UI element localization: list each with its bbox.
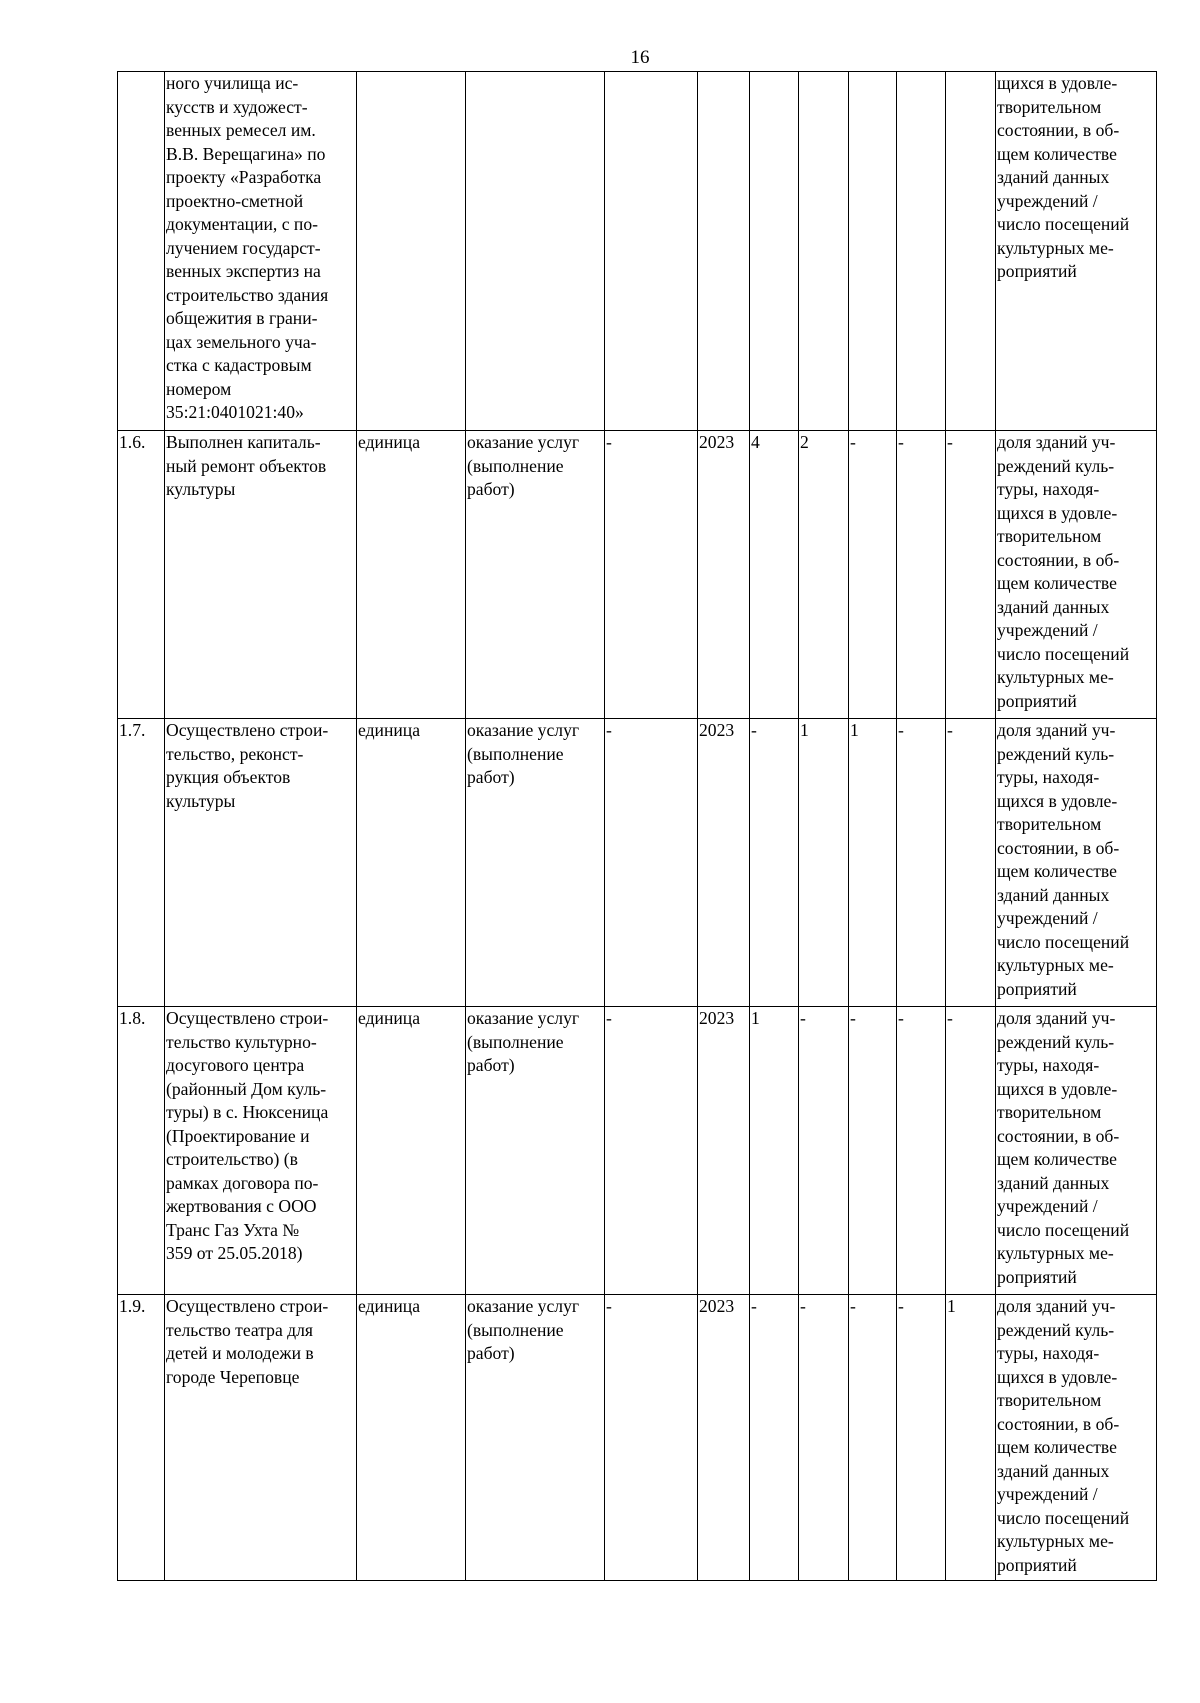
linked-indicator-cell <box>996 1295 1157 1581</box>
linked-indicator-cell <box>996 1007 1157 1295</box>
base-value: - <box>606 432 612 452</box>
unit-cell <box>357 1295 466 1581</box>
indicator-name: Осуществлено строи- тельство культурно- досугового центра (районный Дом куль- туры) в с. Нюксеница (Проектирование и строительство) (в рамках договора по- жертвования с ООО Транс Газ Ухта № 359 от 25.05.2018) <box>166 1008 329 1263</box>
base-year-cell <box>698 1007 750 1295</box>
value-2027: - <box>898 1296 904 1316</box>
base-value: - <box>606 1008 612 1028</box>
indicator-name-cell <box>165 72 357 431</box>
indicator-type-cell <box>466 72 605 431</box>
value-2027: - <box>898 720 904 740</box>
value-2024-cell <box>750 1295 799 1581</box>
value-2025: - <box>800 1296 806 1316</box>
value-2026-cell <box>849 1295 897 1581</box>
unit: единица <box>358 432 420 452</box>
value-2024: - <box>751 1296 757 1316</box>
value-2028: - <box>947 720 953 740</box>
row-number: 1.7. <box>119 720 146 740</box>
indicator-type-cell <box>466 719 605 1007</box>
value-2028-cell <box>946 431 996 719</box>
value-2028: - <box>947 1008 953 1028</box>
value-2025-cell <box>799 1295 849 1581</box>
base-value-cell <box>605 72 698 431</box>
row-number-cell <box>118 431 165 719</box>
indicator-type-cell <box>466 1295 605 1581</box>
linked-indicator: доля зданий уч- реждений куль- туры, находя- щихся в удовле- творительном состоянии, в об- щем количестве зданий данных учреждений / число посещений культурных ме- роприятий <box>997 720 1130 999</box>
linked-indicator: щихся в удовле- творительном состоянии, в об- щем количестве зданий данных учреждений / число посещений культурных ме- роприятий <box>997 73 1130 281</box>
value-2026-cell <box>849 1007 897 1295</box>
unit: единица <box>358 1296 420 1316</box>
base-year: 2023 <box>699 1008 735 1028</box>
value-2027: - <box>898 1008 904 1028</box>
row-number: 1.6. <box>119 432 146 452</box>
indicator-name-cell <box>165 719 357 1007</box>
base-year-cell <box>698 72 750 431</box>
value-2025: - <box>800 1008 806 1028</box>
indicator-type: оказание услуг (выполнение работ) <box>467 1296 580 1363</box>
value-2024: - <box>751 720 757 740</box>
unit: единица <box>358 720 420 740</box>
value-2024: 1 <box>751 1008 760 1028</box>
row-number-cell <box>118 72 165 431</box>
value-2025-cell <box>799 431 849 719</box>
value-2027-cell <box>897 431 946 719</box>
table-row <box>118 1295 1157 1581</box>
value-2026-cell <box>849 719 897 1007</box>
value-2028-cell <box>946 1295 996 1581</box>
value-2027-cell <box>897 1007 946 1295</box>
unit-cell <box>357 72 466 431</box>
value-2025-cell <box>799 72 849 431</box>
value-2024-cell <box>750 719 799 1007</box>
linked-indicator-cell <box>996 72 1157 431</box>
value-2028-cell <box>946 72 996 431</box>
page-number: 16 <box>630 47 650 68</box>
table-row <box>118 1007 1157 1295</box>
value-2026: - <box>850 1008 856 1028</box>
base-value-cell <box>605 1295 698 1581</box>
unit: единица <box>358 1008 420 1028</box>
row-number-cell <box>118 1007 165 1295</box>
value-2026: 1 <box>850 720 859 740</box>
indicator-name: Осуществлено строи- тельство, реконст- рукция объектов культуры <box>166 720 329 811</box>
indicator-type: оказание услуг (выполнение работ) <box>467 432 580 499</box>
base-value: - <box>606 1296 612 1316</box>
value-2025: 2 <box>800 432 809 452</box>
base-year-cell <box>698 1295 750 1581</box>
unit-cell <box>357 719 466 1007</box>
linked-indicator-cell <box>996 431 1157 719</box>
table-row <box>118 72 1157 431</box>
indicators-table <box>117 71 1157 1581</box>
indicator-name-cell <box>165 1007 357 1295</box>
base-year: 2023 <box>699 720 735 740</box>
row-number-cell <box>118 719 165 1007</box>
linked-indicator: доля зданий уч- реждений куль- туры, находя- щихся в удовле- творительном состоянии, в об- щем количестве зданий данных учреждений / число посещений культурных ме- роприятий <box>997 1008 1130 1287</box>
value-2024-cell <box>750 1007 799 1295</box>
value-2027-cell <box>897 719 946 1007</box>
row-number-cell <box>118 1295 165 1581</box>
indicator-name-cell <box>165 431 357 719</box>
linked-indicator: доля зданий уч- реждений куль- туры, находя- щихся в удовле- творительном состоянии, в об- щем количестве зданий данных учреждений / число посещений культурных ме- роприятий <box>997 432 1130 711</box>
indicator-name: Выполнен капиталь- ный ремонт объектов культуры <box>166 432 327 499</box>
value-2026: - <box>850 432 856 452</box>
indicator-type-cell <box>466 431 605 719</box>
value-2028: - <box>947 432 953 452</box>
row-number: 1.8. <box>119 1008 146 1028</box>
value-2027: - <box>898 432 904 452</box>
indicator-type: оказание услуг (выполнение работ) <box>467 720 580 787</box>
indicator-name: Осуществлено строи- тельство театра для детей и молодежи в городе Череповце <box>166 1296 329 1387</box>
value-2026-cell <box>849 431 897 719</box>
value-2025-cell <box>799 719 849 1007</box>
table-row <box>118 719 1157 1007</box>
indicator-type: оказание услуг (выполнение работ) <box>467 1008 580 1075</box>
value-2028: 1 <box>947 1296 956 1316</box>
value-2028-cell <box>946 719 996 1007</box>
indicator-name-cell <box>165 1295 357 1581</box>
base-value-cell <box>605 431 698 719</box>
unit-cell <box>357 1007 466 1295</box>
base-year-cell <box>698 719 750 1007</box>
value-2024-cell <box>750 431 799 719</box>
base-value: - <box>606 720 612 740</box>
base-year: 2023 <box>699 1296 735 1316</box>
indicator-name: ного училища ис- кусств и художест- венных ремесел им. В.В. Верещагина» по проекту «Разработка проектно-сметной документации, с по- лучением государст- венных экспертиз на строительство здания общежития в грани- цах земельного уча- стка с кадастровым номером 35:21:0401021:40» <box>166 73 329 422</box>
linked-indicator: доля зданий уч- реждений куль- туры, находя- щихся в удовле- творительном состоянии, в об- щем количестве зданий данных учреждений / число посещений культурных ме- роприятий <box>997 1296 1130 1575</box>
base-year: 2023 <box>699 432 735 452</box>
value-2024-cell <box>750 72 799 431</box>
value-2026: - <box>850 1296 856 1316</box>
row-number: 1.9. <box>119 1296 146 1316</box>
indicator-type-cell <box>466 1007 605 1295</box>
base-value-cell <box>605 719 698 1007</box>
value-2028-cell <box>946 1007 996 1295</box>
table-row <box>118 431 1157 719</box>
value-2025-cell <box>799 1007 849 1295</box>
value-2026-cell <box>849 72 897 431</box>
value-2024: 4 <box>751 432 760 452</box>
base-year-cell <box>698 431 750 719</box>
linked-indicator-cell <box>996 719 1157 1007</box>
unit-cell <box>357 431 466 719</box>
value-2025: 1 <box>800 720 809 740</box>
base-value-cell <box>605 1007 698 1295</box>
value-2027-cell <box>897 1295 946 1581</box>
value-2027-cell <box>897 72 946 431</box>
